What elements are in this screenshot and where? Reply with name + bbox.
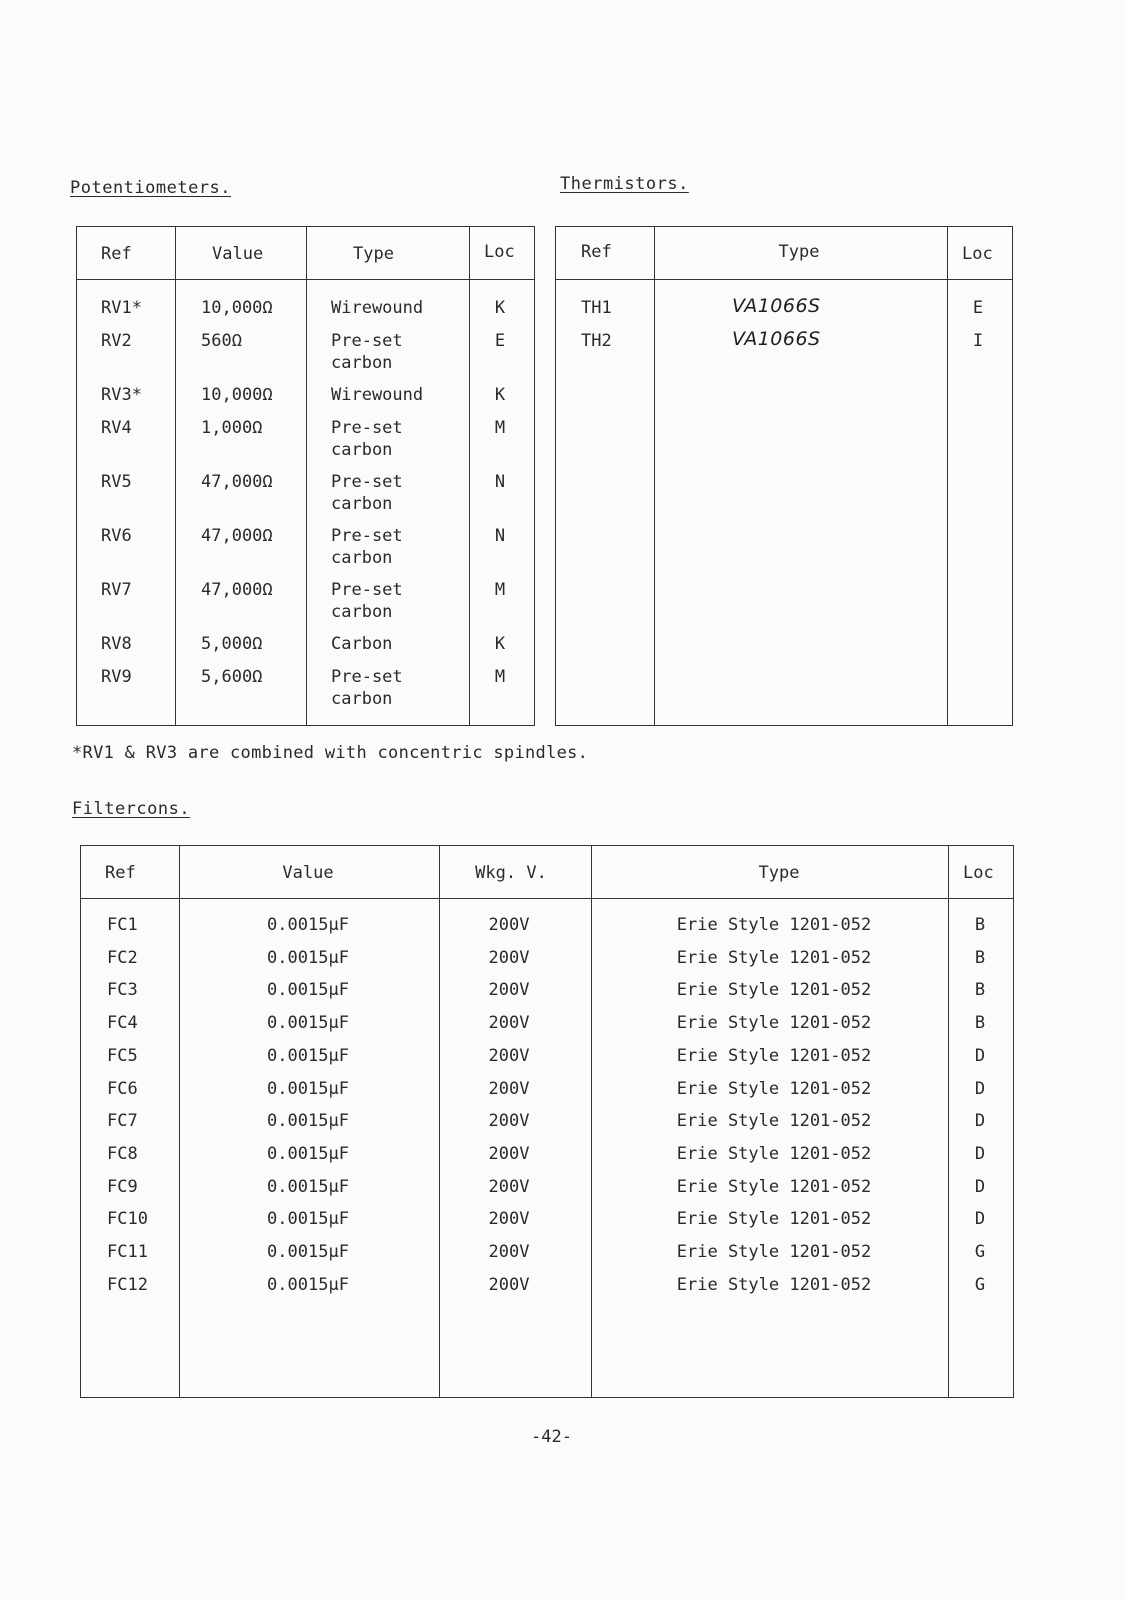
pot-header-ref: Ref	[101, 244, 132, 264]
fc-loc-cell: B	[974, 980, 986, 1001]
pot-header-loc: Loc	[484, 242, 515, 262]
pot-type-cell: Pre-set	[331, 526, 403, 546]
fc-ref-cell: FC3	[107, 980, 138, 1001]
fc-wkg-cell: 200V	[488, 1111, 530, 1132]
fc-loc-cell: D	[974, 1078, 986, 1099]
fc-ref-cell: FC1	[107, 915, 138, 935]
fc-value-cell: 0.0015µF	[267, 1111, 349, 1132]
therm-type-cell: VA1066S	[732, 295, 821, 317]
pot-type-cell: Pre-set	[331, 418, 403, 438]
fc-loc-cell: D	[974, 1209, 986, 1230]
fc-wkg-cell: 200V	[488, 1013, 530, 1034]
fc-type-cell: Erie Style 1201-052	[676, 1111, 872, 1132]
thermistors-heading: Thermistors.	[560, 174, 689, 194]
pot-type-cell: carbon	[331, 440, 393, 460]
fc-header-value: Value	[282, 863, 334, 883]
pot-header-type: Type	[353, 244, 394, 264]
fc-value-cell: 0.0015µF	[267, 980, 349, 1001]
pot-type-cell: Pre-set	[331, 580, 403, 600]
pot-ref-cell: RV5	[101, 472, 132, 492]
potentiometers-heading: Potentiometers.	[70, 178, 232, 198]
pot-ref-cell: RV2	[101, 331, 132, 351]
fc-value-cell: 0.0015µF	[267, 1013, 349, 1034]
pot-type-cell: Pre-set	[331, 331, 403, 351]
fc-wkg-cell: 200V	[488, 1176, 530, 1197]
fc-header-wkg: Wkg. V.	[475, 863, 547, 883]
pot-value-cell: 5,600Ω	[201, 667, 263, 687]
pot-loc-cell: M	[494, 580, 506, 600]
pot-value-cell: 47,000Ω	[201, 526, 273, 546]
pot-loc-cell: M	[494, 667, 506, 687]
pot-type-cell: Pre-set	[331, 667, 403, 687]
fc-header-type: Type	[758, 863, 800, 883]
pot-loc-cell: E	[494, 331, 506, 351]
therm-header-ref: Ref	[581, 242, 612, 262]
page-number: -42-	[531, 1427, 572, 1447]
filtercons-table	[80, 845, 1014, 1398]
pot-value-cell: 10,000Ω	[201, 298, 273, 318]
pot-ref-cell: RV9	[101, 667, 132, 687]
fc-wkg-cell: 200V	[488, 1274, 530, 1295]
fc-wkg-cell: 200V	[488, 1078, 530, 1099]
fc-ref-cell: FC8	[107, 1143, 138, 1164]
fc-type-cell: Erie Style 1201-052	[676, 1209, 872, 1230]
fc-ref-cell: FC2	[107, 947, 138, 968]
fc-loc-cell: D	[974, 1045, 986, 1066]
therm-header-type: Type	[778, 242, 820, 262]
fc-loc-cell: B	[974, 1013, 986, 1034]
fc-type-cell: Erie Style 1201-052	[676, 1078, 872, 1099]
fc-ref-cell: FC10	[107, 1209, 148, 1230]
fc-wkg-cell: 200V	[488, 1209, 530, 1230]
fc-type-cell: Erie Style 1201-052	[676, 980, 872, 1001]
fc-value-cell: 0.0015µF	[267, 1078, 349, 1099]
fc-loc-cell: G	[974, 1242, 986, 1262]
pot-type-cell: carbon	[331, 494, 393, 514]
pot-type-cell: carbon	[331, 689, 393, 709]
fc-type-cell: Erie Style 1201-052	[676, 915, 872, 935]
fc-type-cell: Erie Style 1201-052	[676, 1013, 872, 1034]
fc-loc-cell: G	[974, 1274, 986, 1295]
therm-loc-cell: I	[972, 331, 984, 351]
pot-header-value: Value	[212, 244, 264, 264]
fc-value-cell: 0.0015µF	[267, 947, 349, 968]
pot-type-cell: Carbon	[331, 634, 393, 654]
pot-loc-cell: M	[494, 418, 506, 438]
fc-type-cell: Erie Style 1201-052	[676, 1143, 872, 1164]
fc-value-cell: 0.0015µF	[267, 1242, 349, 1262]
pot-type-cell: Pre-set	[331, 472, 403, 492]
pot-type-cell: Wirewound	[331, 298, 424, 318]
pot-value-cell: 560Ω	[201, 331, 242, 351]
pot-value-cell: 5,000Ω	[201, 634, 263, 654]
thermistors-table	[555, 226, 1013, 726]
pot-loc-cell: K	[494, 385, 506, 405]
fc-wkg-cell: 200V	[488, 1143, 530, 1164]
fc-header-loc: Loc	[963, 863, 994, 883]
fc-value-cell: 0.0015µF	[267, 1176, 349, 1197]
pot-value-cell: 47,000Ω	[201, 472, 273, 492]
fc-loc-cell: D	[974, 1111, 986, 1132]
fc-loc-cell: B	[974, 947, 986, 968]
pot-ref-cell: RV8	[101, 634, 132, 654]
filtercons-heading: Filtercons.	[72, 799, 191, 819]
fc-wkg-cell: 200V	[488, 980, 530, 1001]
fc-type-cell: Erie Style 1201-052	[676, 1045, 872, 1066]
fc-type-cell: Erie Style 1201-052	[676, 1242, 872, 1262]
pot-value-cell: 10,000Ω	[201, 385, 273, 405]
fc-header-ref: Ref	[105, 863, 136, 883]
fc-ref-cell: FC7	[107, 1111, 138, 1132]
fc-ref-cell: FC6	[107, 1078, 138, 1099]
therm-ref-cell: TH2	[581, 331, 612, 351]
pot-loc-cell: K	[494, 298, 506, 318]
therm-header-loc: Loc	[962, 244, 993, 264]
fc-type-cell: Erie Style 1201-052	[676, 1274, 872, 1295]
therm-ref-cell: TH1	[581, 298, 612, 318]
pot-ref-cell: RV7	[101, 580, 132, 600]
fc-value-cell: 0.0015µF	[267, 1045, 349, 1066]
fc-type-cell: Erie Style 1201-052	[676, 947, 872, 968]
pot-type-cell: carbon	[331, 353, 393, 373]
fc-wkg-cell: 200V	[488, 1242, 530, 1262]
fc-ref-cell: FC5	[107, 1045, 138, 1066]
pot-ref-cell: RV6	[101, 526, 132, 546]
pot-type-cell: Wirewound	[331, 385, 424, 405]
pot-ref-cell: RV3*	[101, 385, 142, 405]
fc-ref-cell: FC9	[107, 1176, 138, 1197]
fc-value-cell: 0.0015µF	[267, 915, 349, 935]
pot-type-cell: carbon	[331, 602, 393, 622]
fc-wkg-cell: 200V	[488, 947, 530, 968]
fc-ref-cell: FC12	[107, 1274, 148, 1295]
fc-wkg-cell: 200V	[488, 1045, 530, 1066]
fc-value-cell: 0.0015µF	[267, 1274, 349, 1295]
fc-type-cell: Erie Style 1201-052	[676, 1176, 872, 1197]
pot-loc-cell: K	[494, 634, 506, 654]
fc-loc-cell: B	[974, 915, 986, 935]
potentiometers-footnote: *RV1 & RV3 are combined with concentric spindles.	[72, 743, 589, 763]
fc-loc-cell: D	[974, 1143, 986, 1164]
therm-loc-cell: E	[972, 298, 984, 318]
pot-ref-cell: RV4	[101, 418, 132, 438]
therm-type-cell: VA1066S	[732, 328, 821, 350]
fc-value-cell: 0.0015µF	[267, 1209, 349, 1230]
fc-wkg-cell: 200V	[488, 915, 530, 935]
fc-ref-cell: FC4	[107, 1013, 138, 1034]
pot-ref-cell: RV1*	[101, 298, 142, 318]
fc-ref-cell: FC11	[107, 1242, 148, 1262]
pot-value-cell: 47,000Ω	[201, 580, 273, 600]
pot-loc-cell: N	[494, 472, 506, 492]
fc-loc-cell: D	[974, 1176, 986, 1197]
pot-value-cell: 1,000Ω	[201, 418, 263, 438]
fc-value-cell: 0.0015µF	[267, 1143, 349, 1164]
pot-type-cell: carbon	[331, 548, 393, 568]
potentiometers-table	[76, 226, 535, 726]
pot-loc-cell: N	[494, 526, 506, 546]
